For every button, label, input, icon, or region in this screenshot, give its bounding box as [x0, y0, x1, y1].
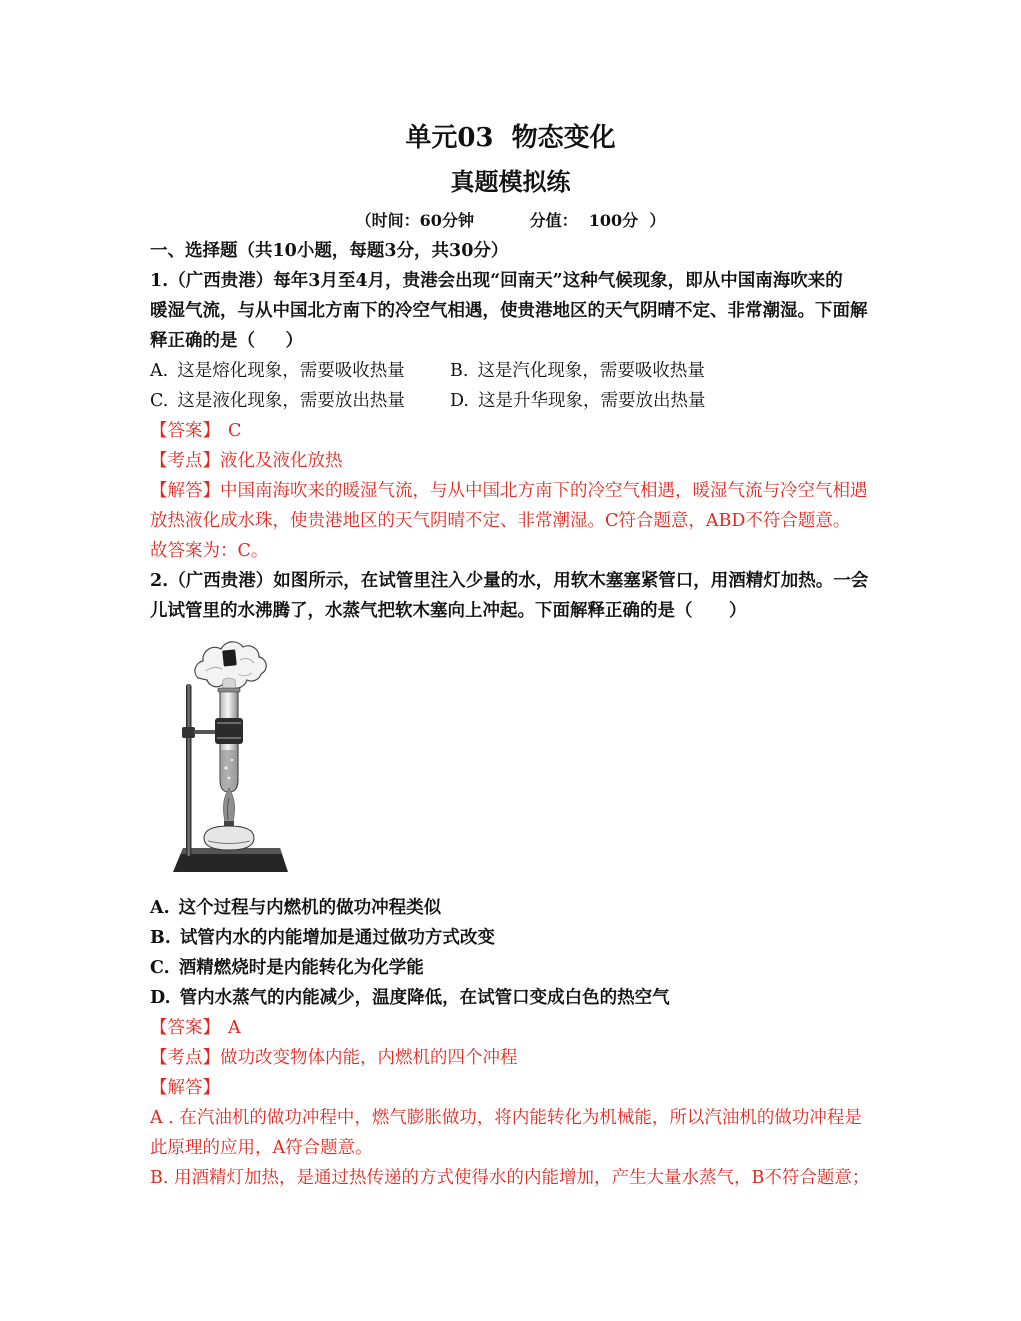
topic-value: 液化及液化放热: [220, 451, 343, 471]
option-label: C.: [150, 391, 169, 411]
option-text: 这是熔化现象，需要吸收热量: [177, 361, 405, 381]
option-text: 这是升华现象，需要放出热量: [477, 391, 706, 411]
figure-boiling-water-experiment: [168, 638, 293, 883]
answer-label: 【答案】: [150, 1018, 220, 1038]
stand-rod: [186, 684, 192, 856]
topic-value: 做功改变物体内能，内燃机的四个冲程: [220, 1048, 518, 1068]
page-title: 单元03 物态变化: [405, 123, 616, 153]
option-text: 这个过程与内燃机的做功冲程类似: [178, 898, 442, 918]
cork: [222, 649, 237, 666]
section-heading: 一、选择题（共10小题，每题3分，共30分）: [150, 241, 509, 261]
q1-option-c: [150, 386, 405, 416]
q1-stem-line: 释正确的是（ ）: [150, 331, 303, 351]
option-label: B.: [150, 928, 171, 948]
q1-options-row: [150, 356, 705, 386]
option-label: B.: [450, 361, 469, 381]
option-label: D.: [450, 391, 469, 411]
q2-stem-line: 儿试管里的水沸腾了，水蒸气把软木塞向上冲起。下面解释正确的是（ ）: [150, 601, 747, 621]
q1-option-d: [450, 386, 705, 416]
clamp-boss: [182, 727, 195, 738]
option-text: 这是液化现象，需要放出热量: [177, 391, 405, 411]
solution-text: 中国南海吹来的暖湿气流，与从中国北方南下的冷空气相遇，暖湿气流与冷空气相遇: [220, 481, 868, 501]
option-label: C.: [150, 958, 170, 978]
option-text: 试管内水的内能增加是通过做功方式改变: [179, 928, 495, 948]
page-subtitle: 真题模拟练: [450, 167, 571, 196]
q2-option-c: [150, 953, 424, 983]
q2-answer: [150, 1013, 241, 1043]
topic-label: 【考点】: [150, 1048, 220, 1068]
q1-solution-line: [150, 476, 868, 506]
option-text: 这是汽化现象，需要吸收热量: [477, 361, 705, 381]
water: [221, 750, 237, 791]
q2-stem-line: 2.（广西贵港）如图所示，在试管里注入少量的水，用软木塞塞紧管口，用酒精灯加热。一会: [150, 571, 869, 591]
option-label: A.: [150, 898, 170, 918]
answer-value: C: [228, 421, 242, 441]
flame: [223, 788, 234, 822]
q1-stem-line: 1.（广西贵港）每年3月至4月，贵港会出现“回南天”这种气候现象，即从中国南海吹来的: [150, 271, 843, 291]
q1-topic: [150, 446, 343, 476]
q2-solution-label: 【解答】: [150, 1078, 220, 1098]
q2-option-b: [150, 923, 495, 953]
q1-answer: [150, 416, 241, 446]
q2-option-a: [150, 893, 441, 923]
topic-label: 【考点】: [150, 451, 220, 471]
q2-option-d: [150, 983, 670, 1013]
q2-solution-line: A . 在汽油机的做功冲程中，燃气膨胀做功，将内能转化为机械能，所以汽油机的做功冲程是: [150, 1108, 862, 1128]
q2-topic: [150, 1043, 518, 1073]
option-label: D.: [150, 988, 171, 1008]
solution-label: 【解答】: [150, 481, 220, 501]
q1-options-row: [150, 386, 706, 416]
q2-solution-line: B. 用酒精灯加热，是通过热传递的方式使得水的内能增加，产生大量水蒸气，B不符合题意；: [150, 1168, 870, 1188]
option-text: 酒精燃烧时是内能转化为化学能: [178, 958, 424, 978]
q1-solution-line: 故答案为：C。: [150, 541, 269, 561]
answer-label: 【答案】: [150, 421, 220, 441]
option-label: A.: [150, 361, 169, 381]
q1-option-a: [150, 356, 405, 386]
alcohol-lamp: [204, 826, 254, 850]
exam-meta: （时间：60分钟 分值： 100分 ）: [355, 211, 666, 230]
q2-solution-line: 此原理的应用，A符合题意。: [150, 1138, 373, 1158]
option-text: 管内水蒸气的内能减少，温度降低，在试管口变成白色的热空气: [179, 988, 670, 1008]
tube-clamp: [215, 718, 243, 744]
answer-value: A: [228, 1018, 241, 1038]
q1-option-b: [450, 356, 705, 386]
q1-stem-line: 暖湿气流，与从中国北方南下的冷空气相遇，使贵港地区的天气阴晴不定、非常潮湿。下面解: [150, 301, 868, 321]
q1-solution-line: 放热液化成水珠，使贵港地区的天气阴晴不定、非常潮湿。C符合题意，ABD不符合题意。: [150, 511, 851, 531]
